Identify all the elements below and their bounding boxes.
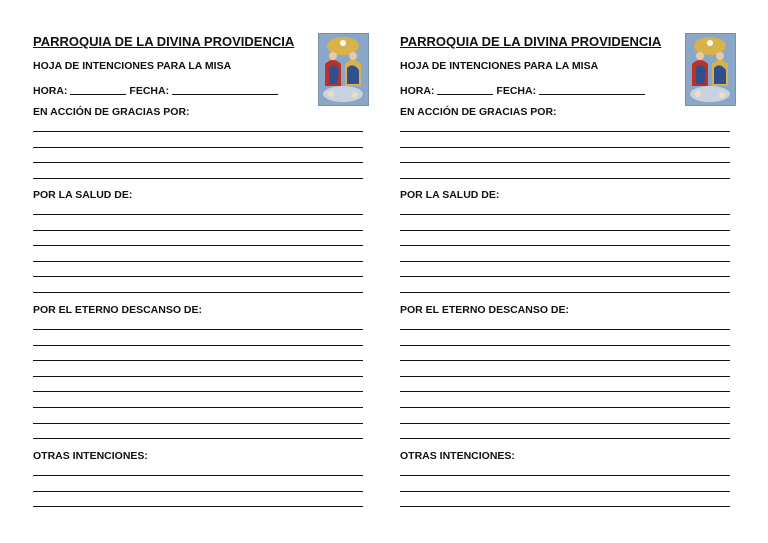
write-line[interactable] (400, 329, 730, 330)
write-line[interactable] (33, 345, 363, 346)
hora-label: HORA: (400, 85, 435, 97)
write-line[interactable] (33, 162, 363, 163)
fecha-field[interactable] (172, 83, 278, 95)
write-line[interactable] (400, 245, 730, 246)
write-line[interactable] (33, 438, 363, 439)
hora-label: HORA: (33, 85, 68, 97)
write-line[interactable] (400, 214, 730, 215)
write-line[interactable] (33, 230, 363, 231)
intention-form-left (33, 0, 365, 543)
write-line[interactable] (400, 276, 730, 277)
write-line[interactable] (33, 329, 363, 330)
write-line[interactable] (33, 292, 363, 293)
holy-trinity-image (686, 34, 735, 105)
write-line[interactable] (400, 230, 730, 231)
section-label: POR LA SALUD DE: (33, 189, 133, 201)
section-label: OTRAS INTENCIONES: (400, 450, 515, 462)
write-line[interactable] (400, 438, 730, 439)
hora-field[interactable] (70, 83, 126, 95)
holy-trinity-icon (318, 33, 369, 106)
write-line[interactable] (33, 178, 363, 179)
write-line[interactable] (33, 147, 363, 148)
write-line[interactable] (400, 261, 730, 262)
fecha-label: FECHA: (496, 85, 537, 97)
write-line[interactable] (33, 376, 363, 377)
write-line[interactable] (33, 360, 363, 361)
hora-field[interactable] (437, 83, 493, 95)
holy-trinity-icon (685, 33, 736, 106)
parish-title: PARROQUIA DE LA DIVINA PROVIDENCIA (400, 34, 662, 49)
write-line[interactable] (400, 475, 730, 476)
intention-form-right (400, 0, 732, 543)
write-line[interactable] (33, 475, 363, 476)
write-line[interactable] (33, 506, 363, 507)
write-line[interactable] (400, 292, 730, 293)
section-label: OTRAS INTENCIONES: (33, 450, 148, 462)
write-line[interactable] (400, 407, 730, 408)
write-line[interactable] (400, 506, 730, 507)
section-label: POR EL ETERNO DESCANSO DE: (400, 304, 569, 316)
write-line[interactable] (400, 376, 730, 377)
write-line[interactable] (400, 391, 730, 392)
write-line[interactable] (400, 147, 730, 148)
section-label: EN ACCIÓN DE GRACIAS POR: (400, 106, 557, 118)
write-line[interactable] (33, 245, 363, 246)
parish-title: PARROQUIA DE LA DIVINA PROVIDENCIA (33, 34, 295, 49)
write-line[interactable] (33, 214, 363, 215)
write-line[interactable] (400, 345, 730, 346)
form-subtitle: HOJA DE INTENCIONES PARA LA MISA (400, 60, 599, 72)
write-line[interactable] (400, 423, 730, 424)
holy-trinity-image (319, 34, 368, 105)
write-line[interactable] (33, 407, 363, 408)
write-line[interactable] (33, 423, 363, 424)
write-line[interactable] (33, 276, 363, 277)
write-line[interactable] (400, 162, 730, 163)
write-line[interactable] (33, 131, 363, 132)
write-line[interactable] (33, 261, 363, 262)
write-line[interactable] (33, 491, 363, 492)
form-subtitle: HOJA DE INTENCIONES PARA LA MISA (33, 60, 232, 72)
write-line[interactable] (400, 178, 730, 179)
section-label: POR LA SALUD DE: (400, 189, 500, 201)
write-line[interactable] (400, 360, 730, 361)
section-label: EN ACCIÓN DE GRACIAS POR: (33, 106, 190, 118)
fecha-label: FECHA: (129, 85, 170, 97)
time-date-row (33, 83, 281, 97)
time-date-row (400, 83, 648, 97)
write-line[interactable] (33, 391, 363, 392)
write-line[interactable] (400, 491, 730, 492)
section-label: POR EL ETERNO DESCANSO DE: (33, 304, 202, 316)
write-line[interactable] (400, 131, 730, 132)
fecha-field[interactable] (539, 83, 645, 95)
